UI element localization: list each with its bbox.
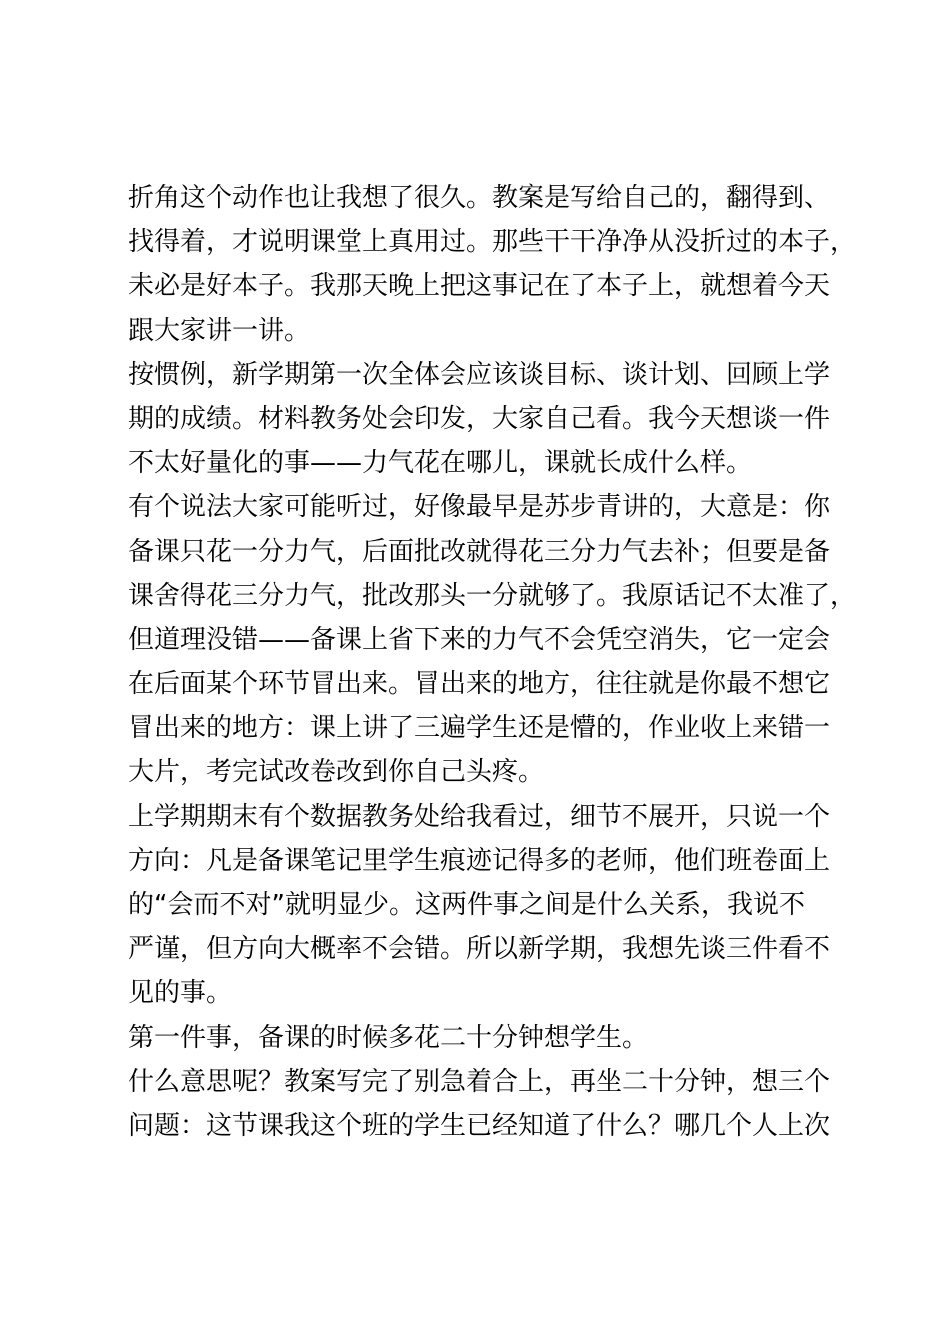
text-line: 未必是好本子。我那天晚上把这事记在了本子上，就想着今天 [128,271,831,302]
text-line: 什么意思呢？教案写完了别急着合上，再坐二十分钟，想三个 [128,1066,831,1097]
text-line: 折角这个动作也让我想了很久。教案是写给自己的，翻得到、 [128,183,831,213]
text-line: 备课只花一分力气，后面批改就得花三分力气去补；但要是备 [128,536,831,567]
text-line: 冒出来的地方：课上讲了三遍学生还是懵的，作业收上来错一 [128,713,831,744]
text-line: 找得着，才说明课堂上真用过。那些干干净净从没折过的本子， [128,227,857,258]
text-line: 不太好量化的事——力气花在哪儿，课就长成什么样。 [128,448,753,479]
text-line: 的“会而不对”就明显少。这两件事之间是什么关系，我说不 [128,890,805,920]
text-line: 严谨，但方向大概率不会错。所以新学期，我想先谈三件看不 [128,934,831,965]
text-line: 但道理没错——备课上省下来的力气不会凭空消失，它一定会 [128,624,831,655]
text-line: 跟大家讲一讲。 [128,315,311,346]
text-line: 第一件事，备课的时候多花二十分钟想学生。 [128,1022,649,1053]
body-text [128,176,868,1148]
text-line: 期的成绩。材料教务处会印发，大家自己看。我今天想谈一件 [128,403,831,434]
text-line: 大片，考完试改卷改到你自己头疼。 [128,757,545,788]
text-line: 按惯例，新学期第一次全体会应该谈目标、谈计划、回顾上学 [128,359,831,390]
text-line: 有个说法大家可能听过，好像最早是苏步青讲的，大意是：你 [128,492,831,523]
text-line: 课舍得花三分力气，批改那头一分就够了。我原话记不太准了， [128,580,857,611]
text-line: 方向：凡是备课笔记里学生痕迹记得多的老师，他们班卷面上 [128,845,831,876]
text-line: 问题：这节课我这个班的学生已经知道了什么？哪几个人上次 [128,1110,831,1141]
text-line: 在后面某个环节冒出来。冒出来的地方，往往就是你最不想它 [128,669,831,700]
text-line: 见的事。 [128,978,233,1009]
text-line: 上学期期末有个数据教务处给我看过，细节不展开，只说一个 [128,801,831,832]
